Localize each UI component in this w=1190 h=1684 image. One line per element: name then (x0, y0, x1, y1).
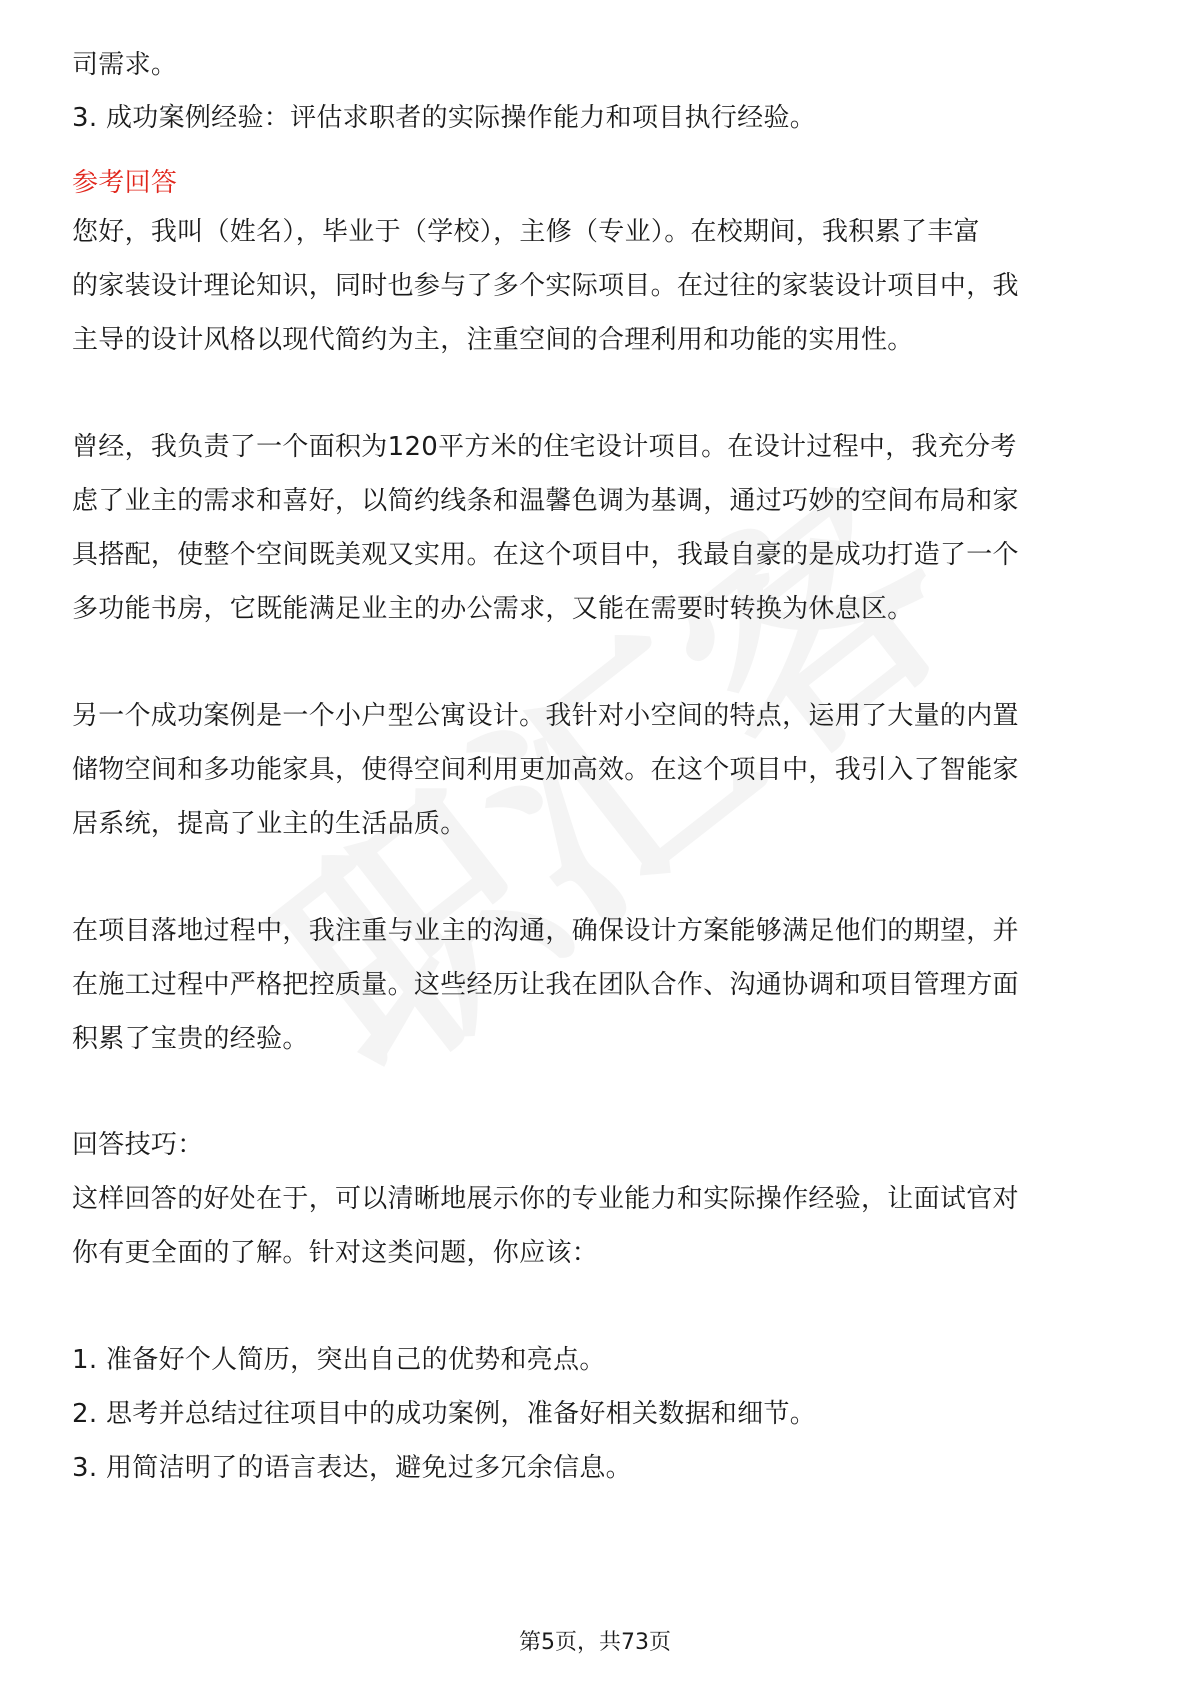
tips-intro-line: 这样回答的好处在于，可以清晰地展示你的专业能力和实际操作经验，让面试官对 (72, 1184, 1019, 1214)
answer-para4-line: 在项目落地过程中，我注重与业主的沟通，确保设计方案能够满足他们的期望，并 (72, 916, 1019, 946)
tips-list-item: 3. 用简洁明了的语言表达，避免过多冗余信息。 (72, 1453, 632, 1483)
answer-para3-line: 储物空间和多功能家具，使得空间利用更加高效。在这个项目中，我引入了智能家 (72, 755, 1019, 785)
answer-para3-line: 居系统，提高了业主的生活品质。 (72, 809, 467, 839)
answer-para2-line: 虑了业主的需求和喜好，以简约线条和温馨色调为基调，通过巧妙的空间布局和家 (72, 486, 1019, 516)
body-line: 司需求。 (72, 50, 178, 80)
page-number: 第5页，共73页 (519, 1630, 671, 1655)
answer-para4-line: 积累了宝贵的经验。 (72, 1024, 309, 1054)
answer-para1-line: 的家装设计理论知识，同时也参与了多个实际项目。在过往的家装设计项目中，我 (72, 271, 1019, 301)
answer-para3-line: 另一个成功案例是一个小户型公寓设计。我针对小空间的特点，运用了大量的内置 (72, 701, 1019, 731)
section-heading-reference-answer: 参考回答 (72, 168, 178, 198)
criteria-item-3: 3. 成功案例经验：评估求职者的实际操作能力和项目执行经验。 (72, 103, 817, 133)
answer-para1-line: 您好，我叫（姓名），毕业于（学校），主修（专业）。在校期间，我积累了丰富 (72, 217, 980, 247)
tips-heading: 回答技巧： (72, 1130, 204, 1160)
answer-para1-line: 主导的设计风格以现代简约为主，注重空间的合理利用和功能的实用性。 (72, 325, 914, 355)
answer-para4-line: 在施工过程中严格把控质量。这些经历让我在团队合作、沟通协调和项目管理方面 (72, 970, 1019, 1000)
tips-intro-line: 你有更全面的了解。针对这类问题，你应该： (72, 1238, 599, 1268)
tips-list-item: 2. 思考并总结过往项目中的成功案例，准备好相关数据和细节。 (72, 1399, 817, 1429)
answer-para2-line: 多功能书房，它既能满足业主的办公需求，又能在需要时转换为休息区。 (72, 594, 914, 624)
tips-list-item: 1. 准备好个人简历，突出自己的优势和亮点。 (72, 1345, 606, 1375)
answer-para2-line: 曾经，我负责了一个面积为120平方米的住宅设计项目。在设计过程中，我充分考 (72, 432, 1017, 462)
answer-para2-line: 具搭配，使整个空间既美观又实用。在这个项目中，我最自豪的是成功打造了一个 (72, 540, 1019, 570)
